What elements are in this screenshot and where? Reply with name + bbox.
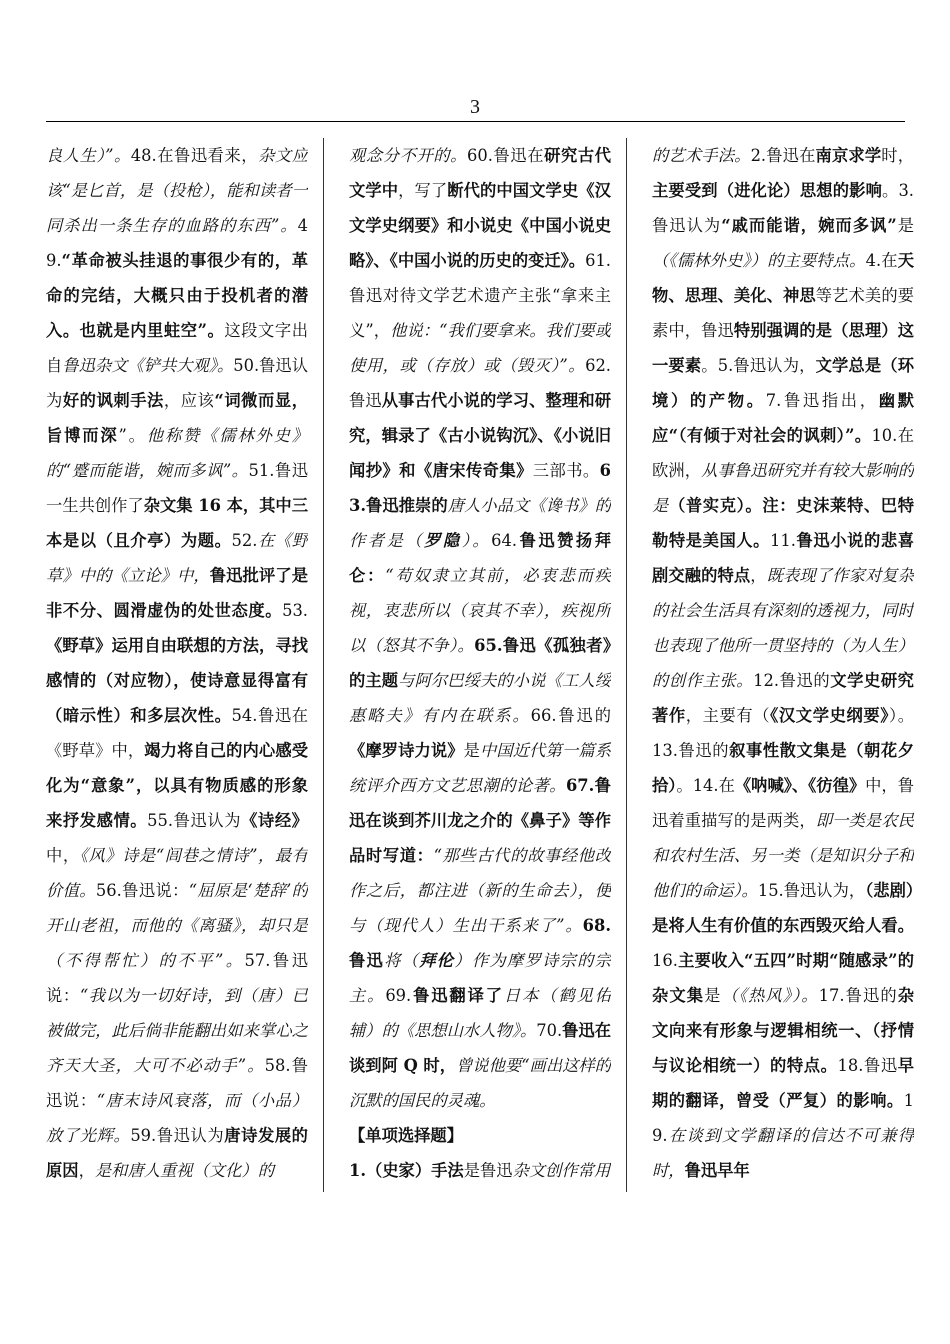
text-run: 在谈到文学翻译的信达不可兼得时， bbox=[652, 1126, 914, 1180]
text-run: 4.在 bbox=[865, 251, 898, 270]
text-run: ，主要有（ bbox=[685, 706, 771, 725]
text-run: 52. bbox=[231, 531, 258, 550]
text-run: 19. bbox=[652, 1091, 914, 1145]
text-run: 鲁迅小说的悲喜剧交融的特点 bbox=[652, 531, 914, 585]
text-run: ）。13.鲁迅的 bbox=[652, 706, 914, 760]
text-run: 67.鲁迅在谈到芥川龙之介的《鼻子》等作品时写道： bbox=[349, 776, 611, 865]
text-run: 7.鲁迅指出， bbox=[765, 391, 879, 410]
text-run: 54.鲁迅在《野草》中， bbox=[46, 706, 308, 760]
text-run: 与阿尔巴绥夫的小说《工人绥惠略夫》有内在联系。 bbox=[349, 671, 611, 725]
column-divider bbox=[323, 138, 324, 1192]
text-run: “屈原是‘楚辞’的开山老祖，而他的《离骚》，却只是（不得帮忙）的不平”。 bbox=[46, 881, 308, 970]
text-run: 时， bbox=[881, 146, 914, 165]
text-run: 天物、思理、美化、神思 bbox=[652, 251, 914, 305]
text-run: 唐人小品文《谗书》的作者是（ bbox=[349, 496, 611, 550]
text-run: 59.鲁迅认为 bbox=[130, 1126, 225, 1145]
text-run: 10.在欧洲， bbox=[652, 426, 914, 480]
text-run: 中， bbox=[46, 846, 80, 865]
text-run: 杂文应该“是匕首，是（投枪），能和读者一同杀出一条生存的血路的东西”。 bbox=[46, 146, 308, 235]
text-run: ，写了 bbox=[398, 181, 448, 200]
text-run: 良人生）”。 bbox=[46, 146, 131, 165]
text-run: “苟奴隶立其前，必衷悲而疾视，衷悲所以（哀其不幸），疾视所以（怒其不争）。 bbox=[349, 566, 611, 655]
text-run: 11. bbox=[770, 531, 796, 550]
text-run: 51.鲁迅一生共创作了 bbox=[46, 461, 308, 515]
text-run: ，应该 bbox=[163, 391, 215, 410]
text-run: 64. bbox=[491, 531, 518, 550]
text-run: “唐末诗风衰落，而（小品）放了光辉。 bbox=[46, 1091, 308, 1145]
text-run: 在《野草》中的《立论》中， bbox=[46, 531, 308, 585]
text-run: 唐诗发展的原因 bbox=[46, 1126, 308, 1180]
text-run: 61.鲁迅对待文学艺术遗产主张“拿来主义”， bbox=[349, 251, 611, 340]
text-run: 三部书。 bbox=[532, 461, 600, 480]
text-run: 中，鲁迅着重描写的是两类， bbox=[652, 776, 914, 830]
page-number: 3 bbox=[470, 96, 480, 118]
header-rule bbox=[46, 121, 905, 122]
text-run: 《汉文学史纲要》 bbox=[770, 706, 889, 725]
text-run: 好的讽刺手法 bbox=[62, 391, 164, 410]
text-run: 幽默应“（有倾于对社会的讽刺）”。 bbox=[652, 391, 914, 445]
text-run: 文学史研究著作 bbox=[652, 671, 914, 725]
text-run: 鲁迅批评了是非不分、圆滑虚伪的处世态度。 bbox=[46, 566, 308, 620]
text-run: 鲁迅在谈到阿 Q 时， bbox=[349, 1021, 611, 1075]
text-run: 鲁迅翻译了 bbox=[411, 986, 504, 1005]
text-run: ）作为摩罗诗宗的宗主。 bbox=[349, 951, 611, 1005]
text-run: 66.鲁迅的 bbox=[530, 706, 611, 725]
text-run: 68.鲁迅 bbox=[349, 916, 611, 970]
column-divider bbox=[626, 138, 627, 1192]
text-run: 60.鲁迅在 bbox=[467, 146, 545, 165]
text-run: 48.在鲁迅看来， bbox=[130, 146, 259, 165]
text-run: 这段文字出自 bbox=[46, 321, 308, 375]
text-run: 拜伦 bbox=[419, 951, 455, 970]
text-run: 断代的中国文学史《汉文学史纲要》和小说史《中国小说史略》、《中国小说的历史的变迁》。 bbox=[349, 181, 611, 270]
text-run: 。3.鲁迅认为 bbox=[652, 181, 914, 235]
text-run: ， bbox=[750, 566, 767, 585]
text-run: 日本（鹤见佑辅）的《思想山水人物》。 bbox=[349, 986, 611, 1040]
text-run: 55.鲁迅认为 bbox=[147, 811, 242, 830]
text-run: 《呐喊》、《彷徨》 bbox=[734, 776, 866, 795]
text-run: （《儒林外史》）的主要特点。 bbox=[652, 251, 866, 270]
text-run: 是 bbox=[463, 741, 481, 760]
text-run: 南京求学 bbox=[815, 146, 882, 165]
text-run: 。14.在 bbox=[676, 776, 735, 795]
text-run: 53. bbox=[282, 601, 308, 620]
text-run: 主要受到（进化论）思想的影响 bbox=[652, 181, 883, 200]
text-run: 《野草》运用自由联想的方法，寻找感情的（对应物），使诗意显得富有（暗示性）和多层次性。 bbox=[46, 636, 308, 725]
text-run: 16. bbox=[652, 951, 678, 970]
text-run: 。5.鲁迅认为， bbox=[701, 356, 816, 375]
text-run: 15.鲁迅认为， bbox=[757, 881, 866, 900]
text-run: ， bbox=[78, 1161, 95, 1180]
text-run: “词微而显，旨博而深 bbox=[46, 391, 308, 445]
text-run: ”。 bbox=[118, 426, 147, 445]
text-run: 65.鲁迅《孤独者》的主题 bbox=[349, 636, 611, 690]
text-run: 17.鲁迅的 bbox=[818, 986, 898, 1005]
section-heading: 【单项选择题】 bbox=[349, 1126, 463, 1145]
text-column-2 bbox=[349, 138, 611, 1190]
text-run: 18.鲁迅 bbox=[837, 1056, 898, 1075]
text-column-1 bbox=[46, 138, 308, 1190]
text-run: 杂文向来有形象与逻辑相统一、（抒情与议论相统一）的特点。 bbox=[652, 986, 914, 1075]
text-run: 他称赞《儒林外史》的“蹙而能谐，婉而多讽”。 bbox=[46, 426, 308, 480]
text-run: 2.鲁迅在 bbox=[750, 146, 816, 165]
text-run: 鲁迅杂文《铲共大观》。 bbox=[62, 356, 234, 375]
text-run: 鲁迅赞扬拜仑： bbox=[349, 531, 611, 585]
text-run: “我以为一切好诗，到（唐）已被做完，此后倘非能翻出如来掌心之齐天大圣，大可不必动手”。 bbox=[46, 986, 308, 1075]
text-run: 从事古代小说的学习、整理和研究，辑录了《古小说钩沉》、《小说旧闻抄》和《唐宋传奇集》 bbox=[349, 391, 611, 480]
text-run: 是 bbox=[896, 216, 914, 235]
text-run: 他说：“我们要拿来。我们要或使用，或（存放）或（毁灭）”。 bbox=[349, 321, 611, 375]
text-run: 69. bbox=[385, 986, 412, 1005]
text-run: “那些古代的故事经他改作之后，都注进（新的生命去），便与（现代人）生出干系来了”。 bbox=[349, 846, 611, 935]
text-run: 57.鲁迅说： bbox=[46, 951, 308, 1005]
text-run: 等艺术美的要素中，鲁迅 bbox=[652, 286, 914, 340]
text-run: 50.鲁迅认为 bbox=[46, 356, 308, 410]
text-run: 曾说他要“画出这样的沉默的国民的灵魂。 bbox=[349, 1056, 611, 1110]
text-run: 叙事性散文集是（朝花夕拾） bbox=[652, 741, 914, 795]
text-run: ）。 bbox=[461, 531, 492, 550]
text-run: 观念分不开的。 bbox=[349, 146, 468, 165]
text-run: 将（ bbox=[384, 951, 420, 970]
text-column-3 bbox=[652, 138, 914, 1190]
text-run: 58.鲁迅说： bbox=[46, 1056, 308, 1110]
text-run: 《摩罗诗力说》 bbox=[349, 741, 464, 760]
text-run: （《热风》）。 bbox=[721, 986, 819, 1005]
text-run: 62.鲁迅 bbox=[349, 356, 611, 410]
text-run: 1.（史家）手法 bbox=[349, 1161, 464, 1180]
text-run: 63.鲁迅推崇的 bbox=[349, 461, 611, 515]
text-run: 既表现了作家对复杂的社会生活具有深刻的透视力，同时也表现了他所一贯坚持的（为人生）的创作主张。 bbox=[652, 566, 914, 690]
text-run: 文学总是（环境）的产物。 bbox=[652, 356, 914, 410]
text-run: 70. bbox=[536, 1021, 563, 1040]
text-run: 特别强调的是（思理）这一要素 bbox=[652, 321, 914, 375]
text-run: （普实克）。注：史沫莱特、巴特勒特是美国人。 bbox=[652, 496, 914, 550]
text-run: 是和唐人重视（文化）的 bbox=[94, 1161, 274, 1180]
text-run: （悲剧）是将人生有价值的东西毁灭给人看。 bbox=[652, 881, 914, 935]
text-run: “戚而能谐，婉而多讽” bbox=[721, 216, 897, 235]
text-run: 研究古代文学中 bbox=[349, 146, 611, 200]
text-run: 主要收入“五四”时期“随感录”的杂文集 bbox=[652, 951, 914, 1005]
text-run: 杂文创作常用 bbox=[512, 1161, 611, 1180]
text-run: 竭力将自己的内心感受化为“意象”，以具有物质感的形象来抒发感情。 bbox=[46, 741, 308, 830]
text-run: 中国近代第一篇系统评介西方文艺思潮的论著。 bbox=[349, 741, 611, 795]
text-run: “革命被头挂退的事很少有的，革命的完结，大概只由于投机者的潜入。也就是内里蛀空”。 bbox=[46, 251, 308, 340]
text-run: 56.鲁迅说： bbox=[95, 881, 189, 900]
text-run: 《风》诗是“闾巷之情诗”，最有价值。 bbox=[46, 846, 308, 900]
text-run: 罗隐 bbox=[424, 531, 462, 550]
text-run: 杂文集 16 本，其中三本是以（且介亭）为题。 bbox=[46, 496, 308, 550]
text-run: 从事鲁迅研究并有较大影响的是 bbox=[652, 461, 914, 515]
text-run: 《诗经》 bbox=[241, 811, 308, 830]
text-run: 鲁迅早年 bbox=[684, 1161, 750, 1180]
text-run: 49. bbox=[46, 216, 308, 270]
text-run: 的艺术手法。 bbox=[652, 146, 751, 165]
text-run: 12.鲁迅的 bbox=[753, 671, 831, 690]
text-run: 即一类是农民和农村生活、另一类（是知识分子和他们的命运）。 bbox=[652, 811, 914, 900]
text-run: 是鲁迅 bbox=[463, 1161, 513, 1180]
text-run: 是 bbox=[704, 986, 722, 1005]
text-run: 早期的翻译，曾受（严复）的影响。 bbox=[652, 1056, 914, 1110]
